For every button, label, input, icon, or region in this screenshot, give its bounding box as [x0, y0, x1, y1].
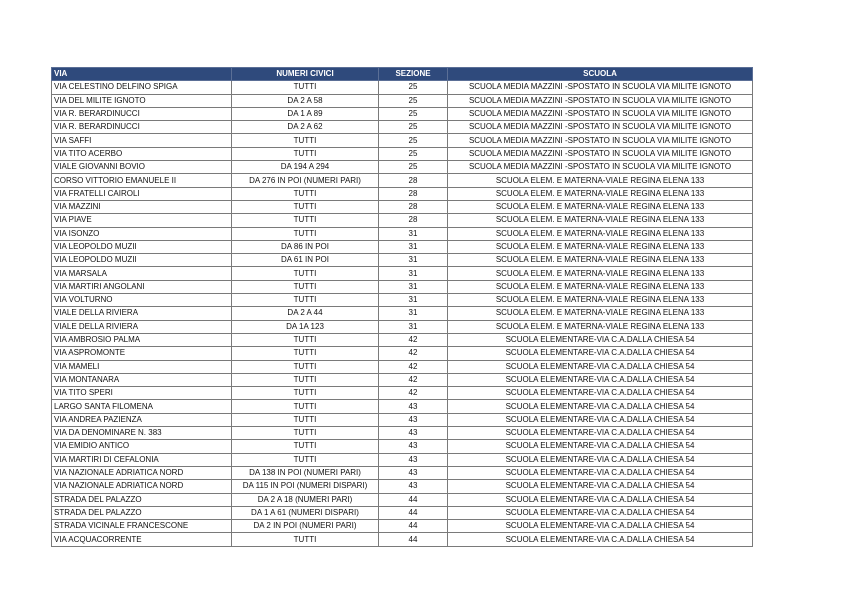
cell-scuola: SCUOLA ELEMENTARE-VIA C.A.DALLA CHIESA 54 — [448, 480, 753, 493]
cell-via: VIALE DELLA RIVIERA — [52, 307, 232, 320]
cell-via: VIA LEOPOLDO MUZII — [52, 240, 232, 253]
cell-numeri-civici: TUTTI — [232, 533, 379, 546]
cell-numeri-civici: TUTTI — [232, 187, 379, 200]
cell-scuola: SCUOLA ELEMENTARE-VIA C.A.DALLA CHIESA 54 — [448, 520, 753, 533]
header-numeri-civici: NUMERI CIVICI — [232, 68, 379, 81]
table-row — [52, 200, 753, 213]
cell-sezione: 43 — [379, 480, 448, 493]
cell-numeri-civici: TUTTI — [232, 333, 379, 346]
cell-via: STRADA DEL PALAZZO — [52, 493, 232, 506]
cell-via: VIA FRATELLI CAIROLI — [52, 187, 232, 200]
cell-via: VIA CELESTINO DELFINO SPIGA — [52, 81, 232, 94]
cell-scuola: SCUOLA ELEM. E MATERNA-VIALE REGINA ELENA 133 — [448, 240, 753, 253]
cell-scuola: SCUOLA ELEM. E MATERNA-VIALE REGINA ELENA 133 — [448, 227, 753, 240]
cell-numeri-civici: TUTTI — [232, 294, 379, 307]
cell-via: CORSO VITTORIO EMANUELE II — [52, 174, 232, 187]
table-row — [52, 254, 753, 267]
cell-sezione: 28 — [379, 174, 448, 187]
cell-numeri-civici: TUTTI — [232, 81, 379, 94]
table-row — [52, 294, 753, 307]
table-row — [52, 107, 753, 120]
cell-numeri-civici: TUTTI — [232, 227, 379, 240]
header-sezione: SEZIONE — [379, 68, 448, 81]
cell-sezione: 44 — [379, 533, 448, 546]
cell-scuola: SCUOLA ELEMENTARE-VIA C.A.DALLA CHIESA 54 — [448, 373, 753, 386]
cell-sezione: 43 — [379, 400, 448, 413]
cell-via: VIA MAMELI — [52, 360, 232, 373]
cell-sezione: 28 — [379, 187, 448, 200]
cell-numeri-civici: DA 115 IN POI (NUMERI DISPARI) — [232, 480, 379, 493]
cell-via: LARGO SANTA FILOMENA — [52, 400, 232, 413]
cell-via: VIA AMBROSIO PALMA — [52, 333, 232, 346]
cell-sezione: 28 — [379, 214, 448, 227]
cell-scuola: SCUOLA ELEMENTARE-VIA C.A.DALLA CHIESA 54 — [448, 413, 753, 426]
cell-via: VIA ASPROMONTE — [52, 347, 232, 360]
cell-sezione: 31 — [379, 320, 448, 333]
cell-via: VIA VOLTURNO — [52, 294, 232, 307]
cell-scuola: SCUOLA ELEMENTARE-VIA C.A.DALLA CHIESA 54 — [448, 493, 753, 506]
table-row — [52, 94, 753, 107]
cell-scuola: SCUOLA ELEM. E MATERNA-VIALE REGINA ELENA 133 — [448, 280, 753, 293]
table-row — [52, 320, 753, 333]
cell-sezione: 42 — [379, 387, 448, 400]
cell-scuola: SCUOLA ELEMENTARE-VIA C.A.DALLA CHIESA 54 — [448, 347, 753, 360]
cell-via: VIA MARTIRI ANGOLANI — [52, 280, 232, 293]
table-row — [52, 240, 753, 253]
table-row — [52, 187, 753, 200]
cell-via: VIA ANDREA PAZIENZA — [52, 413, 232, 426]
table-body — [52, 81, 753, 546]
cell-scuola: SCUOLA ELEMENTARE-VIA C.A.DALLA CHIESA 54 — [448, 440, 753, 453]
cell-scuola: SCUOLA ELEMENTARE-VIA C.A.DALLA CHIESA 54 — [448, 360, 753, 373]
cell-numeri-civici: DA 2 A 44 — [232, 307, 379, 320]
table-row — [52, 520, 753, 533]
cell-numeri-civici: TUTTI — [232, 280, 379, 293]
cell-via: VIA DA DENOMINARE N. 383 — [52, 427, 232, 440]
cell-sezione: 31 — [379, 267, 448, 280]
table-row — [52, 333, 753, 346]
cell-sezione: 25 — [379, 161, 448, 174]
table-row — [52, 466, 753, 479]
cell-scuola: SCUOLA ELEM. E MATERNA-VIALE REGINA ELENA 133 — [448, 200, 753, 213]
cell-sezione: 25 — [379, 121, 448, 134]
cell-scuola: SCUOLA ELEMENTARE-VIA C.A.DALLA CHIESA 54 — [448, 533, 753, 546]
cell-numeri-civici: DA 194 A 294 — [232, 161, 379, 174]
header-scuola: SCUOLA — [448, 68, 753, 81]
table-row — [52, 413, 753, 426]
cell-scuola: SCUOLA ELEMENTARE-VIA C.A.DALLA CHIESA 54 — [448, 453, 753, 466]
cell-numeri-civici: DA 2 A 58 — [232, 94, 379, 107]
cell-via: VIALE DELLA RIVIERA — [52, 320, 232, 333]
cell-scuola: SCUOLA ELEM. E MATERNA-VIALE REGINA ELENA 133 — [448, 187, 753, 200]
cell-sezione: 31 — [379, 254, 448, 267]
cell-via: VIA ACQUACORRENTE — [52, 533, 232, 546]
cell-numeri-civici: TUTTI — [232, 387, 379, 400]
cell-numeri-civici: DA 2 A 18 (NUMERI PARI) — [232, 493, 379, 506]
cell-sezione: 31 — [379, 294, 448, 307]
cell-scuola: SCUOLA ELEMENTARE-VIA C.A.DALLA CHIESA 54 — [448, 427, 753, 440]
cell-via: VIA MARSALA — [52, 267, 232, 280]
cell-numeri-civici: TUTTI — [232, 200, 379, 213]
cell-via: VIA NAZIONALE ADRIATICA NORD — [52, 480, 232, 493]
cell-numeri-civici: TUTTI — [232, 400, 379, 413]
table-row — [52, 121, 753, 134]
cell-numeri-civici: DA 1 A 89 — [232, 107, 379, 120]
cell-via: VIA NAZIONALE ADRIATICA NORD — [52, 466, 232, 479]
cell-sezione: 44 — [379, 506, 448, 519]
cell-scuola: SCUOLA ELEMENTARE-VIA C.A.DALLA CHIESA 54 — [448, 506, 753, 519]
cell-sezione: 42 — [379, 360, 448, 373]
cell-scuola: SCUOLA ELEM. E MATERNA-VIALE REGINA ELENA 133 — [448, 254, 753, 267]
cell-via: STRADA DEL PALAZZO — [52, 506, 232, 519]
cell-numeri-civici: TUTTI — [232, 427, 379, 440]
table-row — [52, 214, 753, 227]
cell-scuola: SCUOLA ELEMENTARE-VIA C.A.DALLA CHIESA 54 — [448, 466, 753, 479]
cell-sezione: 31 — [379, 240, 448, 253]
cell-numeri-civici: TUTTI — [232, 134, 379, 147]
table-row — [52, 81, 753, 94]
cell-numeri-civici: DA 2 A 62 — [232, 121, 379, 134]
cell-numeri-civici: TUTTI — [232, 214, 379, 227]
cell-via: VIA MARTIRI DI CEFALONIA — [52, 453, 232, 466]
cell-scuola: SCUOLA MEDIA MAZZINI -SPOSTATO IN SCUOLA VIA MILITE IGNOTO — [448, 81, 753, 94]
cell-sezione: 25 — [379, 94, 448, 107]
cell-scuola: SCUOLA ELEMENTARE-VIA C.A.DALLA CHIESA 54 — [448, 387, 753, 400]
cell-numeri-civici: TUTTI — [232, 373, 379, 386]
table-row — [52, 506, 753, 519]
cell-via: VIA LEOPOLDO MUZII — [52, 254, 232, 267]
cell-via: VIALE GIOVANNI BOVIO — [52, 161, 232, 174]
cell-via: STRADA VICINALE FRANCESCONE — [52, 520, 232, 533]
cell-sezione: 43 — [379, 466, 448, 479]
cell-sezione: 42 — [379, 347, 448, 360]
table-row — [52, 387, 753, 400]
cell-sezione: 42 — [379, 333, 448, 346]
cell-sezione: 25 — [379, 134, 448, 147]
cell-scuola: SCUOLA ELEMENTARE-VIA C.A.DALLA CHIESA 54 — [448, 400, 753, 413]
cell-numeri-civici: TUTTI — [232, 440, 379, 453]
street-school-table-container — [51, 67, 753, 547]
cell-sezione: 42 — [379, 373, 448, 386]
cell-scuola: SCUOLA MEDIA MAZZINI -SPOSTATO IN SCUOLA VIA MILITE IGNOTO — [448, 161, 753, 174]
cell-numeri-civici: TUTTI — [232, 360, 379, 373]
cell-sezione: 25 — [379, 81, 448, 94]
table-row — [52, 174, 753, 187]
cell-numeri-civici: DA 86 IN POI — [232, 240, 379, 253]
cell-via: VIA SAFFI — [52, 134, 232, 147]
cell-via: VIA PIAVE — [52, 214, 232, 227]
table-header-row — [52, 68, 753, 81]
cell-scuola: SCUOLA MEDIA MAZZINI -SPOSTATO IN SCUOLA VIA MILITE IGNOTO — [448, 94, 753, 107]
cell-scuola: SCUOLA MEDIA MAZZINI -SPOSTATO IN SCUOLA VIA MILITE IGNOTO — [448, 147, 753, 160]
cell-numeri-civici: TUTTI — [232, 413, 379, 426]
cell-scuola: SCUOLA ELEM. E MATERNA-VIALE REGINA ELENA 133 — [448, 267, 753, 280]
cell-scuola: SCUOLA ELEM. E MATERNA-VIALE REGINA ELENA 133 — [448, 294, 753, 307]
cell-via: VIA R. BERARDINUCCI — [52, 107, 232, 120]
cell-via: VIA TITO SPERI — [52, 387, 232, 400]
cell-numeri-civici: TUTTI — [232, 267, 379, 280]
cell-numeri-civici: TUTTI — [232, 147, 379, 160]
table-row — [52, 493, 753, 506]
cell-via: VIA ISONZO — [52, 227, 232, 240]
cell-via: VIA EMIDIO ANTICO — [52, 440, 232, 453]
table-row — [52, 280, 753, 293]
street-school-table — [51, 67, 753, 547]
table-row — [52, 147, 753, 160]
cell-via: VIA MONTANARA — [52, 373, 232, 386]
table-row — [52, 134, 753, 147]
cell-scuola: SCUOLA MEDIA MAZZINI -SPOSTATO IN SCUOLA VIA MILITE IGNOTO — [448, 134, 753, 147]
cell-via: VIA DEL MILITE IGNOTO — [52, 94, 232, 107]
table-row — [52, 440, 753, 453]
cell-sezione: 31 — [379, 280, 448, 293]
cell-scuola: SCUOLA ELEM. E MATERNA-VIALE REGINA ELENA 133 — [448, 320, 753, 333]
cell-via: VIA MAZZINI — [52, 200, 232, 213]
table-row — [52, 161, 753, 174]
table-row — [52, 400, 753, 413]
header-via: VIA — [52, 68, 232, 81]
table-row — [52, 533, 753, 546]
table-row — [52, 307, 753, 320]
cell-sezione: 25 — [379, 107, 448, 120]
table-row — [52, 480, 753, 493]
cell-scuola: SCUOLA ELEMENTARE-VIA C.A.DALLA CHIESA 54 — [448, 333, 753, 346]
table-row — [52, 267, 753, 280]
cell-sezione: 25 — [379, 147, 448, 160]
cell-scuola: SCUOLA ELEM. E MATERNA-VIALE REGINA ELENA 133 — [448, 174, 753, 187]
cell-sezione: 31 — [379, 307, 448, 320]
cell-numeri-civici: DA 276 IN POI (NUMERI PARI) — [232, 174, 379, 187]
cell-numeri-civici: DA 2 IN POI (NUMERI PARI) — [232, 520, 379, 533]
cell-numeri-civici: DA 1A 123 — [232, 320, 379, 333]
cell-numeri-civici: DA 1 A 61 (NUMERI DISPARI) — [232, 506, 379, 519]
table-row — [52, 427, 753, 440]
table-row — [52, 453, 753, 466]
cell-scuola: SCUOLA MEDIA MAZZINI -SPOSTATO IN SCUOLA VIA MILITE IGNOTO — [448, 121, 753, 134]
cell-sezione: 28 — [379, 200, 448, 213]
cell-via: VIA TITO ACERBO — [52, 147, 232, 160]
table-row — [52, 360, 753, 373]
cell-sezione: 43 — [379, 413, 448, 426]
cell-sezione: 43 — [379, 440, 448, 453]
cell-numeri-civici: DA 138 IN POI (NUMERI PARI) — [232, 466, 379, 479]
cell-via: VIA R. BERARDINUCCI — [52, 121, 232, 134]
table-row — [52, 347, 753, 360]
table-row — [52, 373, 753, 386]
cell-sezione: 44 — [379, 520, 448, 533]
cell-sezione: 43 — [379, 427, 448, 440]
cell-sezione: 43 — [379, 453, 448, 466]
cell-numeri-civici: TUTTI — [232, 453, 379, 466]
cell-numeri-civici: TUTTI — [232, 347, 379, 360]
cell-sezione: 31 — [379, 227, 448, 240]
cell-sezione: 44 — [379, 493, 448, 506]
cell-numeri-civici: DA 61 IN POI — [232, 254, 379, 267]
table-row — [52, 227, 753, 240]
cell-scuola: SCUOLA ELEM. E MATERNA-VIALE REGINA ELENA 133 — [448, 214, 753, 227]
cell-scuola: SCUOLA ELEM. E MATERNA-VIALE REGINA ELENA 133 — [448, 307, 753, 320]
cell-scuola: SCUOLA MEDIA MAZZINI -SPOSTATO IN SCUOLA VIA MILITE IGNOTO — [448, 107, 753, 120]
